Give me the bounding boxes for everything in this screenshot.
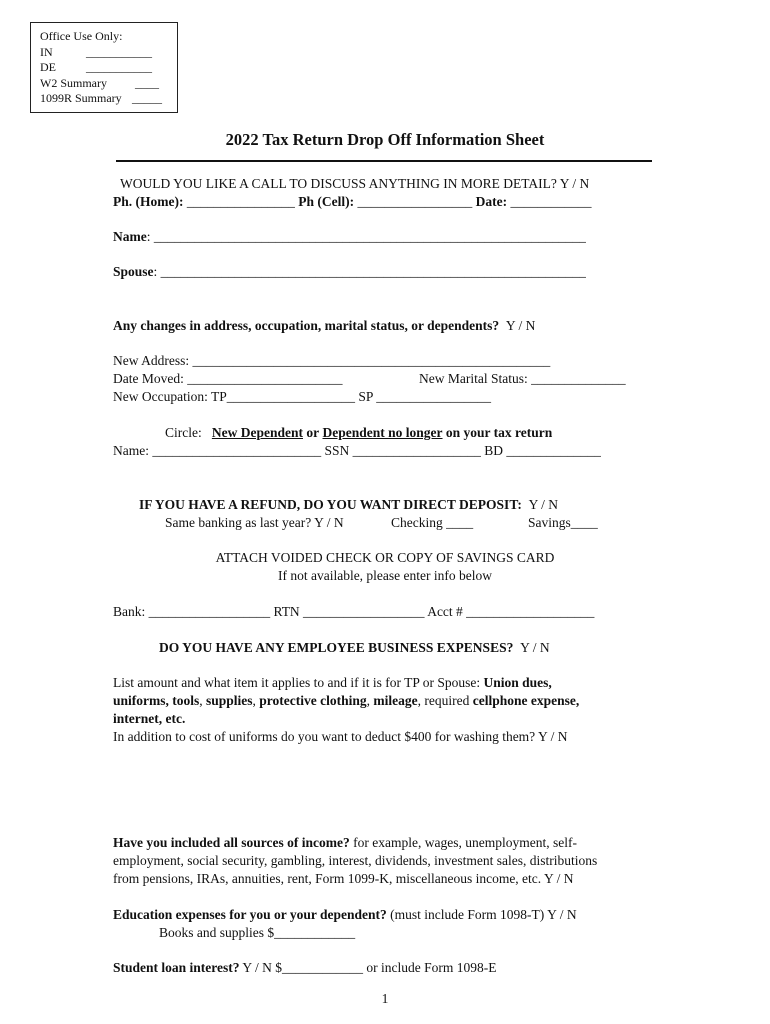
cellphone-expense: cellphone expense, — [472, 693, 580, 708]
phone-home-label: Ph. (Home): — [113, 194, 184, 209]
income-line3[interactable]: from pensions, IRAs, annuities, rent, Form 1099-K, miscellaneous income, etc. Y / N — [113, 871, 574, 886]
name-sep: : — [146, 229, 151, 244]
office-row-blank[interactable]: ___________ — [86, 44, 152, 59]
supplies: supplies — [206, 693, 253, 708]
name-field[interactable]: ________________________________________________________________ — [153, 229, 586, 244]
income-question: Have you included all sources of income? — [113, 835, 350, 850]
page-title-text: 2022 Tax Return Drop Off Information Sheet — [225, 130, 545, 149]
dependent-suffix: on your tax return — [445, 425, 553, 440]
income-line1 — [113, 834, 577, 852]
mileage: mileage — [373, 693, 418, 708]
office-row-blank[interactable]: _____ — [132, 91, 162, 105]
new-dependent-option[interactable]: New Dependent — [211, 425, 303, 440]
student-loan-rest[interactable]: Y / N $____________ or include Form 1098-E — [239, 960, 497, 975]
phone-cell-label: Ph (Cell): — [298, 194, 355, 209]
education-rest[interactable]: (must include Form 1098-T) Y / N — [386, 907, 577, 922]
if-not-available-note: If not available, please enter info below — [277, 568, 493, 583]
employee-list-line2 — [113, 692, 579, 710]
refund-yn[interactable]: Y / N — [528, 497, 559, 512]
name-label: Name — [113, 229, 147, 244]
circle-label: Circle: — [165, 425, 202, 440]
same-banking[interactable]: Same banking as last year? Y / N — [165, 515, 344, 530]
phone-line — [113, 193, 591, 211]
income-line2: employment, social security, gambling, interest, dividends, investment sales, distributions — [113, 853, 598, 868]
page-title — [0, 131, 770, 149]
education-line — [113, 906, 577, 924]
phone-home-field[interactable]: ________________ — [186, 194, 295, 209]
office-row-in — [40, 45, 177, 61]
or-label: or — [306, 425, 320, 440]
attach-note: ATTACH VOIDED CHECK OR COPY OF SAVINGS CARD — [215, 550, 555, 565]
education-question: Education expenses for you or your dependent? — [113, 907, 387, 922]
office-use-box — [30, 22, 178, 113]
changes-line — [113, 317, 535, 335]
office-row-label: DE — [40, 60, 56, 74]
protective-clothing: protective clothing — [259, 693, 367, 708]
office-row-1099r — [40, 91, 177, 107]
dependent-no-longer-option[interactable]: Dependent no longer — [322, 425, 443, 440]
sep-comma: , — [252, 693, 260, 708]
name-line — [113, 228, 586, 246]
bank-info-line[interactable]: Bank: __________________ RTN __________________ Acct # ___________________ — [113, 604, 595, 619]
office-row-de — [40, 60, 177, 76]
page-number: 1 — [381, 991, 389, 1006]
uniforms-tools: uniforms, tools — [113, 693, 200, 708]
date-label: Date: — [475, 194, 508, 209]
books-supplies-field[interactable]: Books and supplies $____________ — [159, 925, 356, 940]
spouse-label: Spouse — [113, 264, 154, 279]
savings-field[interactable]: Savings____ — [528, 515, 598, 530]
employee-yn[interactable]: Y / N — [520, 640, 550, 655]
spouse-field[interactable]: _______________________________________________________________ — [160, 264, 586, 279]
required-text: , required — [417, 693, 473, 708]
changes-yn[interactable]: Y / N — [505, 318, 536, 333]
sep-comma: , — [199, 693, 207, 708]
office-row-blank[interactable]: ___________ — [86, 60, 152, 74]
spouse-line — [113, 263, 586, 281]
employee-list-line3 — [113, 710, 185, 728]
title-divider — [116, 160, 652, 162]
office-row-label: W2 Summary — [40, 75, 107, 90]
spouse-sep: : — [153, 264, 158, 279]
new-address-line[interactable]: New Address: _____________________________________________________ — [113, 353, 551, 368]
office-use-title: Office Use Only: — [40, 29, 123, 43]
date-moved-line[interactable]: Date Moved: _______________________ — [113, 371, 343, 386]
new-marital-line[interactable]: New Marital Status: ______________ — [419, 371, 626, 386]
list-text: List amount and what item it applies to and if it is for TP or Spouse: — [113, 675, 484, 690]
employee-question: DO YOU HAVE ANY EMPLOYEE BUSINESS EXPENSES? — [159, 640, 514, 655]
dependent-info-line[interactable]: Name: _________________________ SSN ___________________ BD ______________ — [113, 443, 601, 458]
washing-question[interactable]: In addition to cost of uniforms do you want to deduct $400 for washing them? Y / N — [113, 729, 568, 744]
union-dues: Union dues, — [483, 675, 552, 690]
office-row-w2 — [40, 76, 177, 92]
student-loan-question: Student loan interest? — [113, 960, 240, 975]
refund-line — [139, 496, 558, 514]
student-loan-line — [113, 959, 497, 977]
office-row-blank[interactable]: ____ — [135, 75, 159, 90]
phone-cell-field[interactable]: _________________ — [357, 194, 473, 209]
office-row-label: 1099R Summary — [40, 91, 122, 105]
dependent-circle-line — [165, 424, 552, 442]
date-field[interactable]: ____________ — [510, 194, 592, 209]
sep-comma: , — [366, 693, 374, 708]
income-text: for example, wages, unemployment, self- — [349, 835, 577, 850]
new-occupation-line[interactable]: New Occupation: TP___________________ SP _________________ — [113, 389, 491, 404]
internet-etc: internet, etc. — [113, 711, 186, 726]
checking-field[interactable]: Checking ____ — [391, 515, 474, 530]
office-row-label: IN — [40, 44, 53, 59]
refund-question: IF YOU HAVE A REFUND, DO YOU WANT DIRECT DEPOSIT: — [139, 497, 522, 512]
call-question: WOULD YOU LIKE A CALL TO DISCUSS ANYTHING IN MORE DETAIL? Y / N — [120, 176, 590, 191]
employee-list-line1 — [113, 674, 552, 692]
employee-expenses-line — [159, 639, 550, 657]
changes-question: Any changes in address, occupation, marital status, or dependents? — [113, 318, 500, 333]
